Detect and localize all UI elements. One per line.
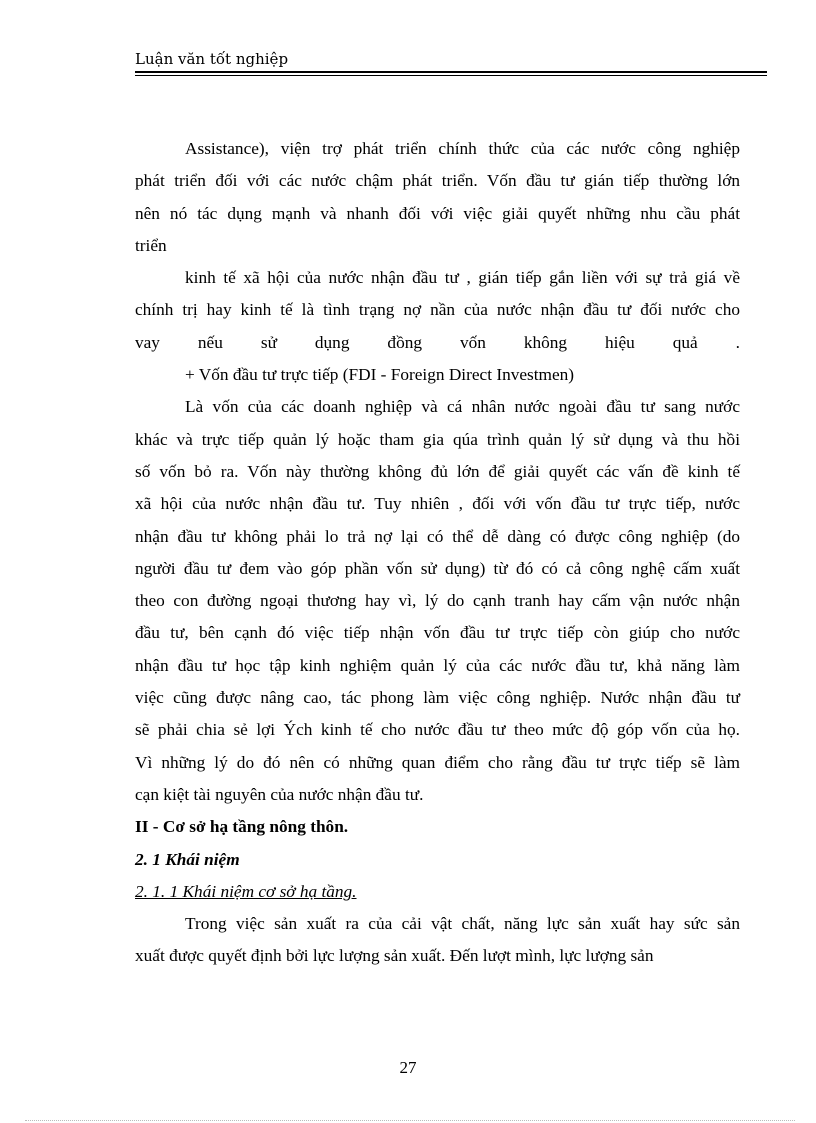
text-line: triển xyxy=(135,235,167,255)
text-line: nhận đầu tư học tập kinh nghiệm quản lý của các nước đầu tư, khả năng làm xyxy=(135,655,740,675)
text-line: vay nếu sử dụng đồng vốn không hiệu quả . xyxy=(135,332,740,352)
text-line: Trong việc sản xuất ra của cải vật chất, năng lực sản xuất hay sức sản xyxy=(185,914,740,934)
text-line: kinh tế xã hội của nước nhận đầu tư , gián tiếp gắn liền với sự trả giá về xyxy=(185,268,740,288)
text-line: cạn kiệt tài nguyên của nước nhận đầu tư. xyxy=(135,784,424,804)
text-line: chính trị hay kinh tế là tình trạng nợ nần của nước nhận đầu tư đối nước cho xyxy=(135,300,740,320)
text-line: người đầu tư đem vào góp phần vốn sử dụng) từ đó có cả công nghệ cấm xuất xyxy=(135,558,740,578)
text-line: + Vốn đầu tư trực tiếp (FDI - Foreign Direct Investmen) xyxy=(185,365,575,385)
header-rule-thin xyxy=(135,75,767,76)
text-line: xã hội của nước nhận đầu tư. Tuy nhiên , đối với vốn đầu tư trực tiếp, nước xyxy=(135,494,740,514)
text-line: nên nó tác dụng mạnh và nhanh đối với việc giải quyết những nhu cầu phát xyxy=(135,203,740,223)
subsection-heading: 2. 1 Khái niệm xyxy=(135,849,240,869)
text-line: phát triển đối với các nước chậm phát triển. Vốn đầu tư gián tiếp thường lớn xyxy=(135,171,740,191)
text-line: nhận đầu tư không phải lo trả nợ lại có thể dễ dàng có được công nghiệp (do xyxy=(135,526,740,546)
text-line: sẽ phải chia sẻ lợi Ých kinh tế cho nước đầu tư theo mức độ góp vốn của họ. xyxy=(135,720,740,740)
subsubsection-heading: 2. 1. 1 Khái niệm cơ sở hạ tầng. xyxy=(135,881,357,901)
page-bottom-divider xyxy=(25,1120,795,1121)
text-line: Assistance), viện trợ phát triển chính thức của các nước công nghiệp xyxy=(185,139,740,158)
text-line: Vì những lý do đó nên có những quan điểm cho rằng đầu tư trực tiếp sẽ làm xyxy=(135,752,740,772)
text-line: khác và trực tiếp quản lý hoặc tham gia qúa trình quản lý sử dụng và thu hồi xyxy=(135,429,740,449)
text-line: đầu tư, bên cạnh đó việc tiếp nhận vốn đầu tư trực tiếp còn giúp cho nước xyxy=(135,623,740,643)
running-header-title: Luận văn tốt nghiệp xyxy=(135,50,289,68)
text-line: Là vốn của các doanh nghiệp và cá nhân nước ngoài đầu tư sang nước xyxy=(185,397,740,417)
text-line: xuất được quyết định bởi lực lượng sản xuất. Đến lượt mình, lực lượng sản xyxy=(135,946,654,966)
text-line: theo con đường ngoại thương hay vì, lý do cạnh tranh hay cấm vận nước nhận xyxy=(135,591,740,611)
page-number: 27 xyxy=(399,1058,417,1077)
header-rule-thick xyxy=(135,71,767,73)
section-heading: II - Cơ sở hạ tầng nông thôn. xyxy=(135,817,349,837)
text-line: việc cũng được nâng cao, tác phong làm việc công nghiệp. Nước nhận đầu tư xyxy=(135,688,740,708)
body-text xyxy=(135,133,740,973)
text-line: số vốn bỏ ra. Vốn này thường không đủ lớn để giải quyết các vấn đề kinh tế xyxy=(135,461,740,481)
